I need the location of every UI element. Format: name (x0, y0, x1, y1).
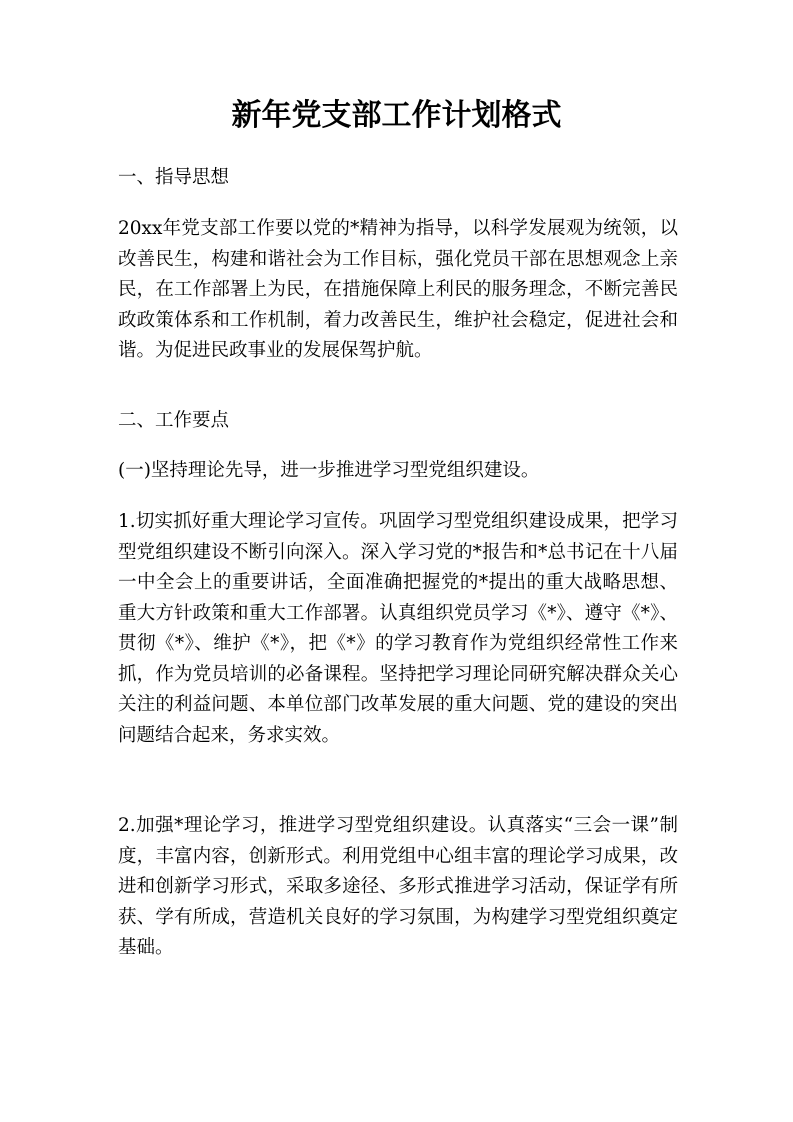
list-item-2: 2.加强*理论学习，推进学习型党组织建设。认真落实“三会一课”制度，丰富内容，创新形式。利用党组中心组丰富的理论学习成果，改进和创新学习形式，采取多途径、多形式推进学习活动，保证学有所获、学有所成，营造机关良好的学习氛围，为构建学习型党组织奠定基础。 (118, 815, 678, 958)
section-heading-guiding-ideology: 一、指导思想 (118, 167, 230, 188)
section-heading-work-points: 二、工作要点 (118, 410, 230, 431)
subsection-heading-theory: (一)坚持理论先导，进一步推进学习型党组织建设。 (118, 460, 540, 481)
list-item-1: 1.切实抓好重大理论学习宣传。巩固学习型党组织建设成果，把学习型党组织建设不断引向深入。深入学习党的*报告和*总书记在十八届一中全会上的重要讲话，全面准确把握党的*提出的重大战略思想、重大方针政策和重大工作部署。认真组织党员学习《*》、遵守《*》、贯彻《*》、维护《*》，把《*》的学习教育作为党组织经常性工作来抓，作为党员培训的必备课程。坚持把学习理论同研究解决群众关心关注的利益问题、本单位部门改革发展的重大问题、党的建设的突出问题结合起来，务求实效。 (118, 511, 678, 746)
paragraph-guiding-ideology: 20xx年党支部工作要以党的*精神为指导，以科学发展观为统领，以改善民生，构建和谐社会为工作目标，强化党员干部在思想观念上亲民，在工作部署上为民，在措施保障上利民的服务理念，不断完善民政政策体系和工作机制，着力改善民生，维护社会稳定，促进社会和谐。为促进民政事业的发展保驾护航。 (118, 218, 678, 361)
document-title: 新年党支部工作计划格式 (231, 98, 562, 133)
